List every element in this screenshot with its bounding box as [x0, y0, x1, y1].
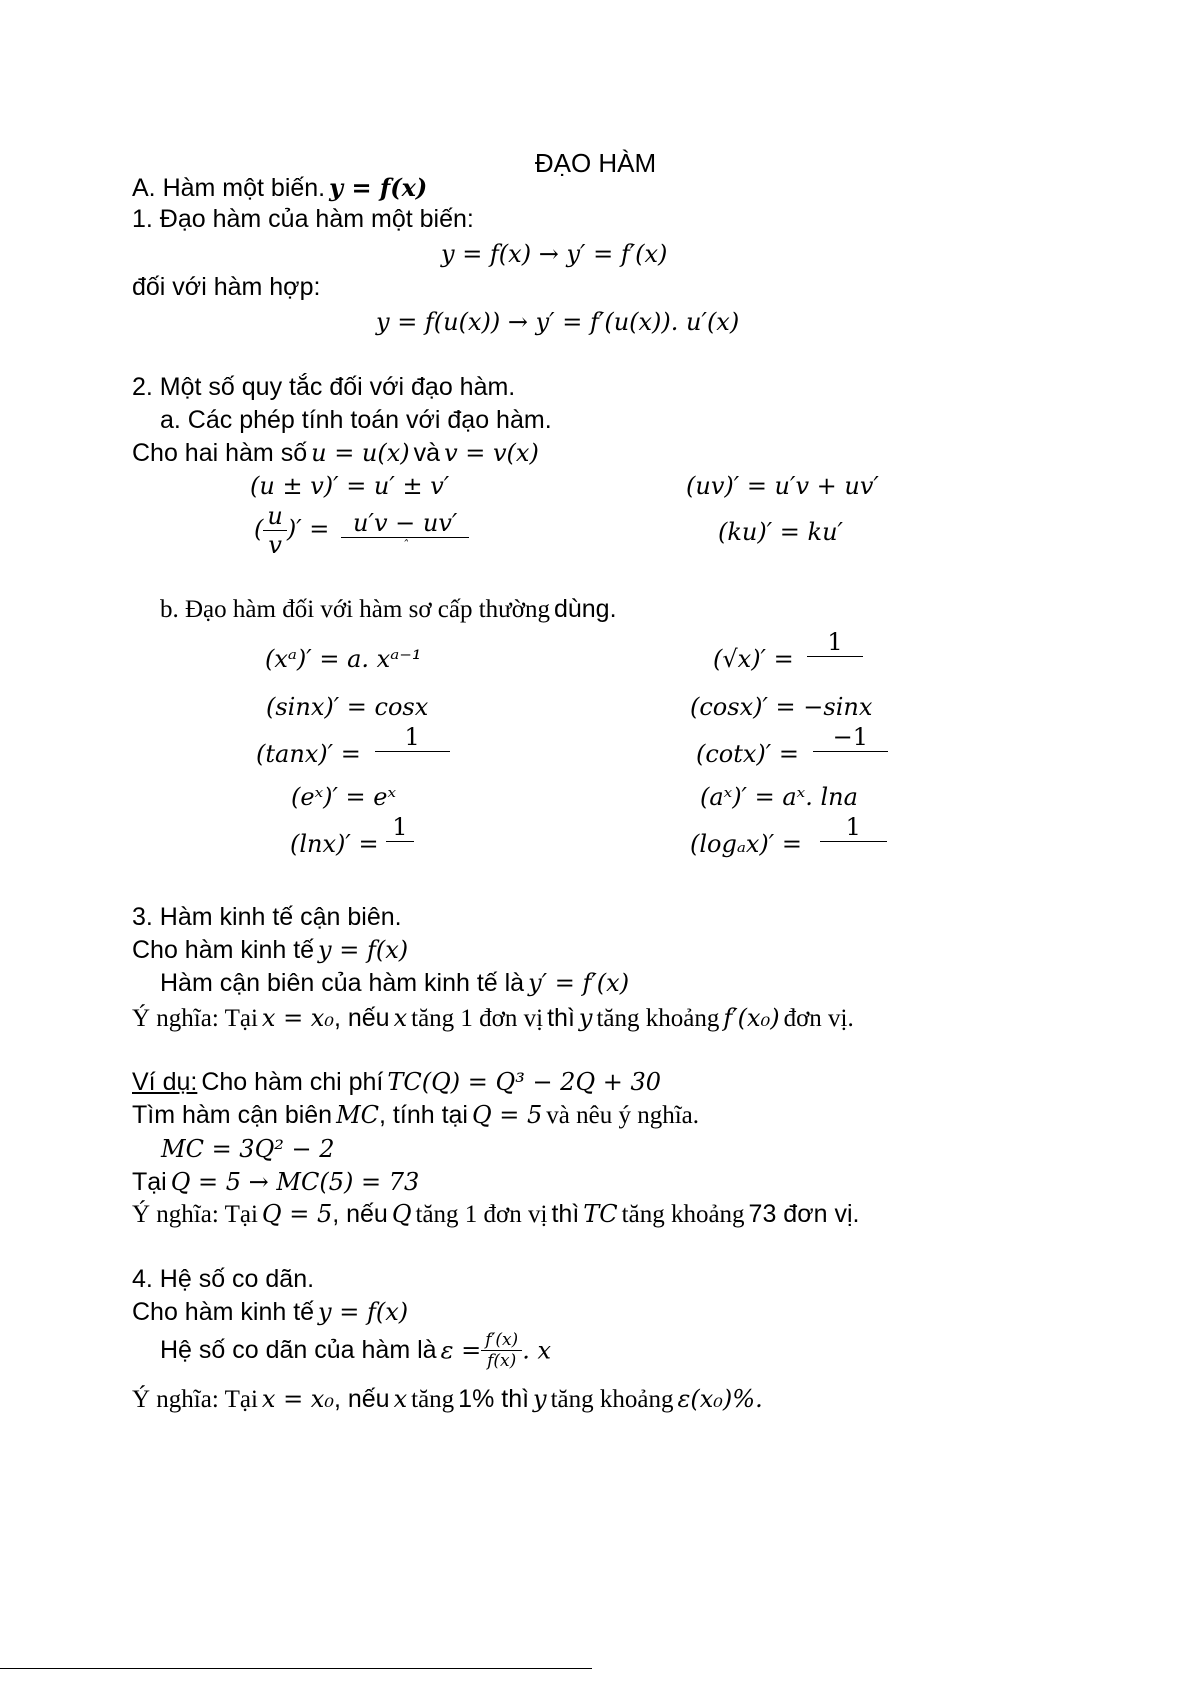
given-functions — [132, 439, 539, 468]
rule-sum: (u ± v)′ = u′ ± v′ — [250, 472, 450, 500]
given-v: v = v(x) — [444, 439, 539, 467]
deriv-sqrt-frac — [807, 628, 862, 657]
example-text-4: và nêu ý nghĩa. — [546, 1102, 700, 1129]
section-3-given-formula: y = f(x) — [318, 936, 409, 964]
marginal-meaning-math-1: x = x₀ — [261, 1004, 334, 1032]
elasticity-meaning-text-3: tăng — [411, 1386, 455, 1413]
marginal-meaning-text-4: thì — [547, 1004, 575, 1032]
deriv-log-num: 1 — [820, 813, 887, 842]
example-meaning-text-2: , nếu — [332, 1200, 388, 1228]
marginal-text: Hàm cận biên của hàm kinh tế là — [160, 969, 525, 997]
quotient-rhs-den: ˆ — [402, 538, 409, 552]
rule-product: (uv)′ = u′v + uv′ — [686, 472, 879, 500]
section-4-given-formula: y = f(x) — [318, 1298, 409, 1326]
deriv-cot-num: −1 — [813, 723, 888, 752]
example-meaning — [132, 1200, 859, 1229]
example-text-2: Tìm hàm cận biên — [132, 1101, 333, 1129]
section-2b-text-end: dùng. — [553, 595, 617, 623]
deriv-exp: (eˣ)′ = eˣ — [291, 783, 396, 811]
quotient-rhs-fraction — [341, 509, 469, 552]
composite-label: đối với hàm hợp: — [132, 273, 321, 301]
example-text-1: Cho hàm chi phí — [201, 1068, 384, 1096]
elasticity-meaning-math-2: x — [393, 1385, 408, 1413]
marginal-meaning-text-5: tăng khoảng — [596, 1005, 720, 1032]
marginal-definition — [160, 969, 629, 998]
page-title: ĐẠO HÀM — [534, 148, 657, 178]
example-meaning-math-3: TC — [583, 1200, 618, 1228]
section-2b-text: b. Đạo hàm đối với hàm sơ cấp thường — [160, 596, 550, 623]
footer-divider — [0, 1668, 592, 1669]
deriv-sqrt — [713, 628, 863, 673]
elasticity-eps: ε = — [440, 1336, 482, 1365]
elasticity-meaning-text-4: 1% thì — [458, 1385, 530, 1413]
elasticity-fraction — [481, 1330, 522, 1371]
quotient-rhs-num: u′v − uv′ — [341, 509, 469, 538]
marginal-meaning-math-4: f′(x₀) — [723, 1004, 780, 1032]
elasticity-meaning-text-5: tăng khoảng — [550, 1386, 674, 1413]
elasticity-text: Hệ số co dãn của hàm là — [160, 1336, 437, 1364]
given-and: và — [413, 439, 441, 467]
quotient-inner-fraction — [263, 502, 286, 559]
deriv-cot-frac — [813, 723, 888, 752]
example-meaning-text-6: 73 đơn vị. — [748, 1200, 860, 1228]
deriv-tan-num: 1 — [375, 723, 450, 752]
marginal-meaning-math-3: y — [578, 1004, 593, 1032]
deriv-tan — [256, 723, 450, 768]
marginal-formula: y′ = f′(x) — [528, 969, 630, 997]
example-label: Ví dụ: — [132, 1068, 198, 1096]
example-cost-fn: TC(Q) = Q³ − 2Q + 30 — [387, 1068, 662, 1096]
example-text-3: , tính tại — [379, 1101, 468, 1129]
marginal-meaning-text-2: , nếu — [333, 1004, 390, 1032]
marginal-meaning-text-3: tăng 1 đơn vị — [411, 1005, 544, 1032]
quotient-close: )′ = — [286, 515, 330, 543]
example-at — [132, 1168, 419, 1197]
deriv-ln — [290, 813, 414, 858]
section-2-heading: 2. Một số quy tắc đối với đạo hàm. — [132, 373, 516, 401]
example-q5: Q = 5 — [471, 1101, 543, 1129]
section-2a-heading: a. Các phép tính toán với đạo hàm. — [160, 406, 552, 434]
elasticity-meaning-text-1: Ý nghĩa: Tại — [132, 1386, 258, 1413]
deriv-tan-frac — [375, 723, 450, 752]
elasticity-meaning-math-3: y — [533, 1385, 547, 1413]
example-at-formula: Q = 5 → MC(5) = 73 — [170, 1168, 420, 1196]
quotient-open: ( — [254, 515, 264, 543]
example-at-text: Tại — [132, 1168, 167, 1196]
elasticity-meaning-math-1: x = x₀ — [261, 1385, 334, 1413]
deriv-power: (xᵃ)′ = a. xᵃ⁻¹ — [265, 645, 422, 673]
section-3-heading: 3. Hàm kinh tế cận biên. — [132, 903, 402, 931]
derivative-formula: y = f(x) → y′ = f′(x) — [441, 240, 668, 268]
deriv-cot-lhs: (cotx)′ = — [696, 740, 799, 768]
example-meaning-text-4: thì — [551, 1200, 580, 1228]
deriv-sqrt-num: 1 — [807, 628, 862, 657]
quotient-inner-den: v — [268, 531, 282, 559]
section-a-formula: y = f(x) — [329, 173, 428, 202]
deriv-tan-lhs: (tanx)′ = — [256, 740, 361, 768]
deriv-sqrt-lhs: (√x)′ = — [713, 645, 794, 673]
elasticity-definition — [160, 1330, 551, 1371]
deriv-ln-lhs: (lnx)′ = — [290, 830, 379, 858]
elasticity-meaning-math-4: ε(x₀)%. — [677, 1385, 763, 1413]
example-meaning-math-1: Q = 5 — [261, 1200, 333, 1228]
quotient-inner-num: u — [263, 502, 286, 531]
deriv-cos: (cosx)′ = −sinx — [690, 693, 873, 721]
deriv-ln-frac — [386, 813, 413, 842]
marginal-meaning-math-2: x — [393, 1004, 408, 1032]
section-4-heading: 4. Hệ số co dãn. — [132, 1265, 315, 1293]
deriv-log-frac — [820, 813, 887, 842]
marginal-meaning-text-6: đơn vị. — [783, 1005, 854, 1032]
example-meaning-text-3: tăng 1 đơn vị — [415, 1201, 548, 1228]
given-u: u = u(x) — [311, 439, 410, 467]
example-mc: MC — [336, 1101, 380, 1129]
section-4-given-text: Cho hàm kinh tế — [132, 1298, 315, 1326]
elasticity-num: f′(x) — [481, 1330, 522, 1351]
elasticity-meaning — [132, 1385, 763, 1414]
elasticity-den: f(x) — [487, 1351, 517, 1371]
elasticity-meaning-text-2: , nếu — [333, 1385, 390, 1413]
section-4-given — [132, 1298, 408, 1327]
section-a-label: A. Hàm một biến. — [132, 174, 326, 202]
section-2b-heading — [160, 595, 617, 624]
rule-constant: (ku)′ = ku′ — [718, 518, 843, 546]
example-intro — [132, 1068, 661, 1097]
elasticity-tail: . x — [522, 1336, 551, 1365]
marginal-meaning — [132, 1004, 854, 1033]
example-task — [132, 1101, 699, 1130]
example-meaning-text-5: tăng khoảng — [621, 1201, 745, 1228]
example-meaning-text-1: Ý nghĩa: Tại — [132, 1201, 258, 1228]
rule-quotient — [254, 502, 469, 559]
section-1-heading: 1. Đạo hàm của hàm một biến: — [132, 205, 474, 233]
section-3-given-text: Cho hàm kinh tế — [132, 936, 315, 964]
deriv-log — [690, 813, 887, 858]
marginal-meaning-text-1: Ý nghĩa: Tại — [132, 1005, 258, 1032]
deriv-ax: (aˣ)′ = aˣ. lna — [700, 783, 858, 811]
section-a-heading — [132, 173, 427, 203]
example-mc-formula: MC = 3Q² − 2 — [161, 1135, 335, 1163]
deriv-log-lhs: (logₐx)′ = — [690, 830, 802, 858]
given-text: Cho hai hàm số — [132, 439, 308, 467]
composite-formula: y = f(u(x)) → y′ = f′(u(x)). u′(x) — [376, 308, 740, 336]
section-3-given — [132, 936, 408, 965]
deriv-ln-num: 1 — [386, 813, 413, 842]
deriv-sin: (sinx)′ = cosx — [266, 693, 429, 721]
deriv-cot — [696, 723, 888, 768]
example-meaning-math-2: Q — [391, 1200, 412, 1228]
